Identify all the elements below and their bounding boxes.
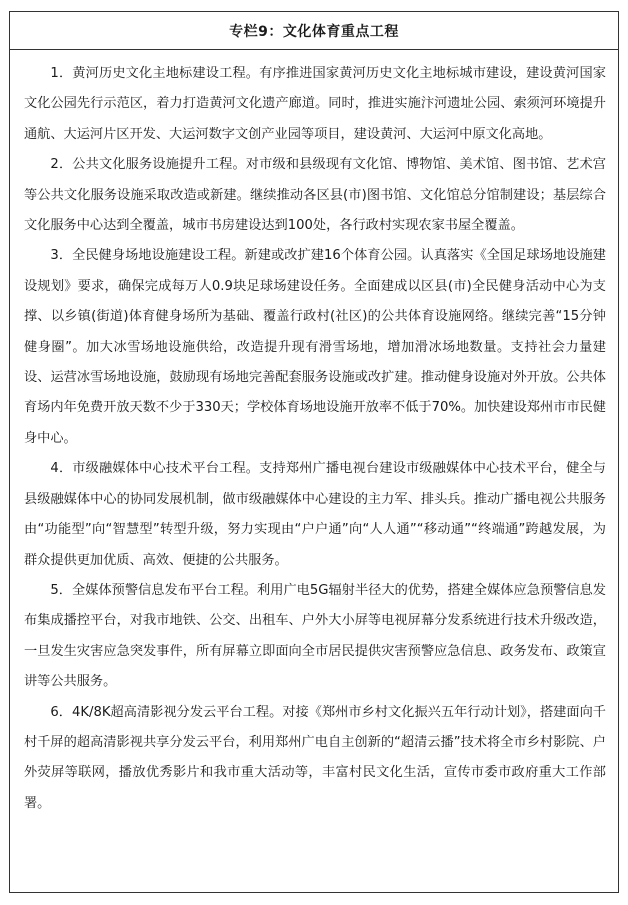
project-item-3: 3．全民健身场地设施建设工程。新建或改扩建16个体育公园。认真落实《全国足球场地设施建设规划》要求，确保完成每万人0.9块足球场建设任务。全面建成以区县(市)全民健身活动中心为支撑、以乡镇(街道)体育健身场所为基础、覆盖行政村(社区)的公共体育设施网络。继续完善“15分钟健身圈”。加大冰雪场地设施供给，改造提升现有滑雪场地，增加滑冰场地数量。支持社会力量建设、运营冰雪场地设施，鼓励现有场地完善配套服务设施或改扩建。推动健身设施对外开放。公共体育场内年免费开放天数不少于330天；学校体育场地设施开放率不低于70%。加快建设郑州市市民健身中心。	[24, 248, 606, 446]
project-item-2: 2．公共文化服务设施提升工程。对市级和县级现有文化馆、博物馆、美术馆、图书馆、艺术宫等公共文化服务设施采取改造或新建。继续推动各区县(市)图书馆、文化馆总分馆制建设；基层综合文化服务中心达到全覆盖，城市书房建设达到100处，各行政村实现农家书屋全覆盖。	[24, 157, 606, 234]
project-item-4: 4．市级融媒体中心技术平台工程。支持郑州广播电视台建设市级融媒体中心技术平台，健全与县级融媒体中心的协同发展机制，做市级融媒体中心建设的主力军、排头兵。推动广播电视公共服务由“功能型”向“智慧型”转型升级，努力实现由“户户通”向“人人通”“移动通”“终端通”跨越发展，为群众提供更加优质、高效、便捷的公共服务。	[24, 461, 606, 568]
column-content	[10, 50, 618, 819]
column-box	[9, 11, 619, 893]
column-title: 专栏9：文化体育重点工程	[10, 12, 618, 50]
project-item-6: 6．4K/8K超高清影视分发云平台工程。对接《郑州市乡村文化振兴五年行动计划》，搭建面向千村千屏的超高清影视共享分发云平台，利用郑州广电自主创新的“超清云播”技术将全市乡村影院、户外荧屏等联网，播放优秀影片和我市重大活动等，丰富村民文化生活，宣传市委市政府重大工作部署。	[24, 704, 606, 811]
project-item-1: 1．黄河历史文化主地标建设工程。有序推进国家黄河历史文化主地标城市建设，建设黄河国家文化公园先行示范区，着力打造黄河文化遗产廊道。同时，推进实施汴河遗址公园、索须河环境提升通航、大运河片区开发、大运河数字文创产业园等项目，建设黄河、大运河中原文化高地。	[24, 66, 606, 142]
project-item-5: 5．全媒体预警信息发布平台工程。利用广电5G辐射半径大的优势，搭建全媒体应急预警信息发布集成播控平台，对我市地铁、公交、出租车、户外大小屏等电视屏幕分发系统进行技术升级改造，一旦发生灾害应急突发事件，所有屏幕立即面向全市居民提供灾害预警应急信息、政务发布、政策宣讲等公共服务。	[24, 582, 606, 690]
